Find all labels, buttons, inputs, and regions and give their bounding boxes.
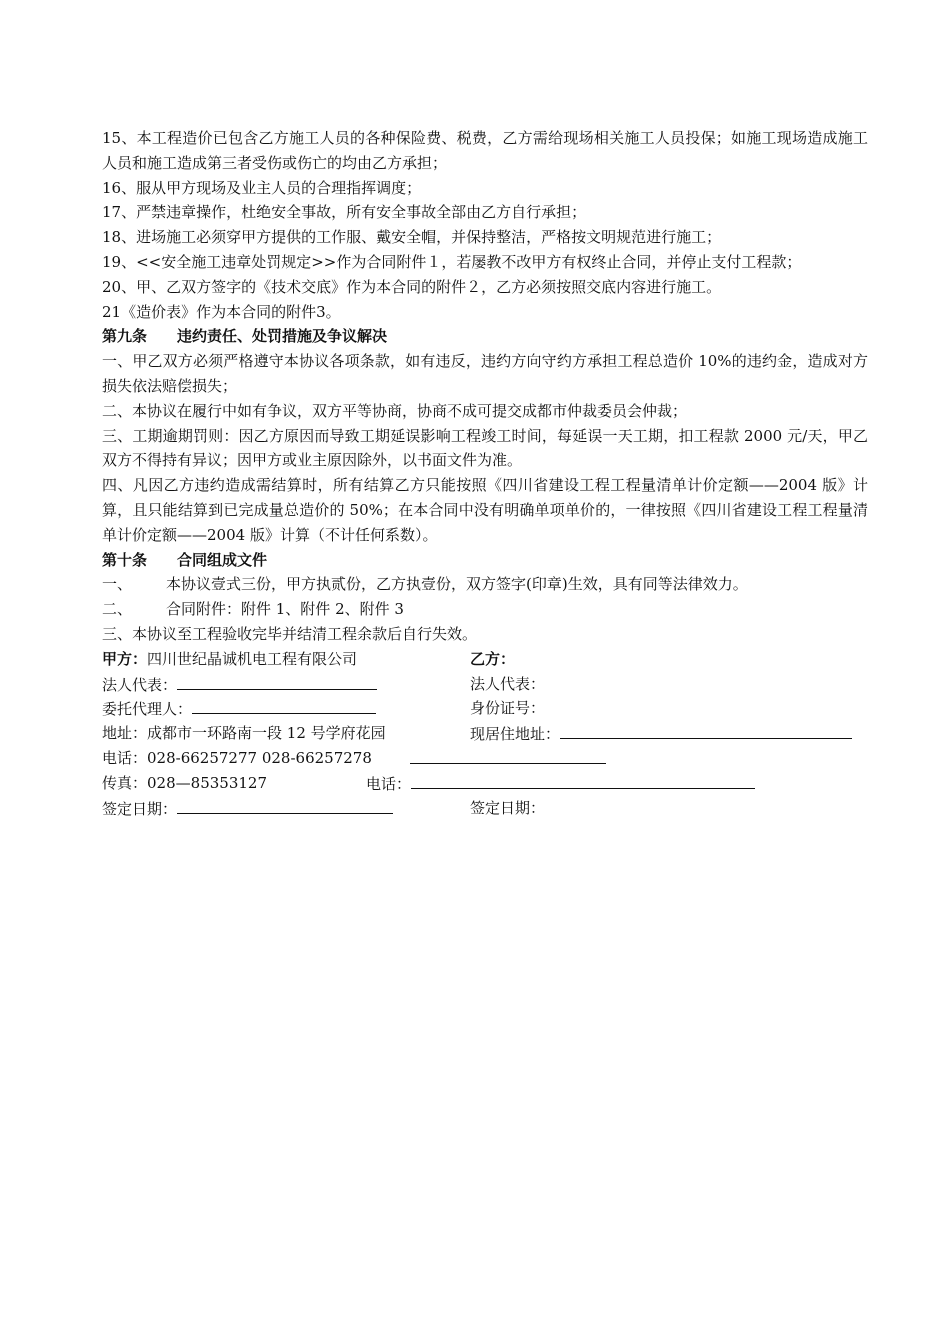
party-a-phone: [102, 746, 372, 771]
signature-row-address: [102, 721, 868, 746]
party-a: [102, 647, 357, 672]
clause-21: 21《造价表》作为本合同的附件3。: [102, 302, 341, 321]
party-b-phone-line: [411, 771, 755, 789]
signature-row-fax: [102, 771, 868, 796]
party-b-phone-label: 电话：: [366, 774, 412, 793]
party-a-fax: [102, 771, 267, 796]
party-a-sign-date: [102, 796, 393, 822]
article-10-item-2-text: 合同附件：附件 1、附件 2、附件 3: [166, 600, 404, 619]
clause-16: 16、服从甲方现场及业主人员的合理指挥调度；: [102, 178, 422, 197]
article-10-title: 合同组成文件: [177, 550, 268, 569]
party-a-sign-date-line: [177, 796, 393, 814]
party-a-name: 四川世纪晶诚机电工程有限公司: [147, 649, 358, 668]
party-b-residence-label: 现居住地址：: [470, 725, 561, 744]
signature-row-date: [102, 796, 868, 821]
clause-15: 15、本工程造价已包含乙方施工人员的各种保险费、税费，乙方需给现场相关施工人员投保；如施工现场造成施工人员和施工造成第三者受伤或伤亡的均由乙方承担；: [102, 129, 868, 172]
article-10-item-2: [102, 597, 868, 622]
party-a-address: [102, 721, 386, 746]
clause-19: 19、<<安全施工违章处罚规定>>作为合同附件１，若屡教不改甲方有权终止合同，并停止支付工程款；: [102, 252, 802, 271]
signature-row-phone: [102, 746, 868, 771]
party-a-legal-rep: [102, 672, 377, 698]
party-a-legal-rep-line: [177, 672, 377, 690]
party-a-agent: [102, 696, 376, 722]
party-a-fax-value: 028—85353127: [147, 773, 267, 792]
article-9-title: 违约责任、处罚措施及争议解决: [177, 327, 388, 346]
party-b-sign-date-label: 签定日期：: [470, 798, 546, 817]
article-9-item-1: 一、甲乙双方必须严格遵守本协议各项条款，如有违反，违约方向守约方承担工程总造价 10%的违约金，造成对方损失依法赔偿损失；: [102, 352, 868, 395]
party-a-address-label: 地址：: [102, 724, 148, 743]
article-9-number: 第九条: [102, 327, 148, 346]
party-b-id-label: 身份证号：: [470, 699, 546, 718]
party-a-agent-line: [192, 696, 376, 714]
article-9-heading: [102, 324, 868, 349]
article-9-item-3: 三、工期逾期罚则：因乙方原因而导致工期延误影响工程竣工时间，每延误一天工期，扣工程款 2000 元/天，甲乙双方不得持有异议；因甲方或业主原因除外，以书面文件为准。: [102, 426, 868, 470]
article-9-item-2: 二、本协议在履行中如有争议，双方平等协商，协商不成可提交成都市仲裁委员会仲裁；: [102, 401, 688, 420]
contract-body: [102, 126, 868, 820]
signature-row-agent: [102, 696, 868, 721]
article-10-item-1-number: 一、: [102, 575, 133, 594]
article-10-item-1-text: 本协议壹式三份，甲方执贰份，乙方执壹份，双方签字(印章)生效，具有同等法律效力。: [166, 575, 748, 594]
clause-20: 20、甲、乙双方签字的《技术交底》作为本合同的附件２，乙方必须按照交底内容进行施工。: [102, 277, 722, 296]
party-a-agent-label: 委托代理人：: [102, 700, 193, 719]
party-a-label: 甲方：: [102, 649, 148, 668]
party-b-legal-rep-label: 法人代表：: [470, 674, 546, 693]
article-10-item-2-number: 二、: [102, 600, 133, 619]
article-10-number: 第十条: [102, 550, 148, 569]
party-b-residence: [470, 721, 852, 747]
party-b-residence-line: [560, 721, 852, 739]
article-10-item-3: 三、本协议至工程验收完毕并结清工程余款后自行失效。: [102, 624, 478, 643]
party-a-fax-label: 传真：: [102, 773, 148, 792]
signature-row-parties: [102, 647, 868, 672]
party-a-phone-value: 028-66257277 028-66257278: [147, 748, 372, 767]
party-a-address-value: 成都市一环路南一段 12 号学府花园: [147, 724, 386, 743]
party-b-phone: [366, 771, 755, 797]
party-a-sign-date-label: 签定日期：: [102, 799, 178, 818]
article-10-heading: [102, 548, 868, 573]
blank-line: [410, 746, 606, 764]
party-b-label: 乙方：: [470, 649, 516, 668]
clause-18: 18、进场施工必须穿甲方提供的工作服、戴安全帽，并保持整洁，严格按文明规范进行施工；: [102, 228, 722, 247]
party-a-legal-rep-label: 法人代表：: [102, 675, 178, 694]
party-a-phone-label: 电话：: [102, 748, 148, 767]
signature-row-legal-rep: [102, 672, 868, 697]
party-b: [470, 647, 515, 672]
party-b-residence-line-2: [410, 746, 606, 772]
article-9-item-4: 四、凡因乙方违约造成需结算时，所有结算乙方只能按照《四川省建设工程工程量清单计价定额——2004 版》计算，且只能结算到已完成量总造价的 50%；在本合同中没有明确单项单价的，一律按照《四川省建设工程工程量清单计价定额——2004 版》计算（不计任何系数）。: [102, 476, 868, 544]
article-10-item-1: [102, 572, 868, 597]
clause-17: 17、严禁违章操作，杜绝安全事故，所有安全事故全部由乙方自行承担；: [102, 203, 587, 222]
